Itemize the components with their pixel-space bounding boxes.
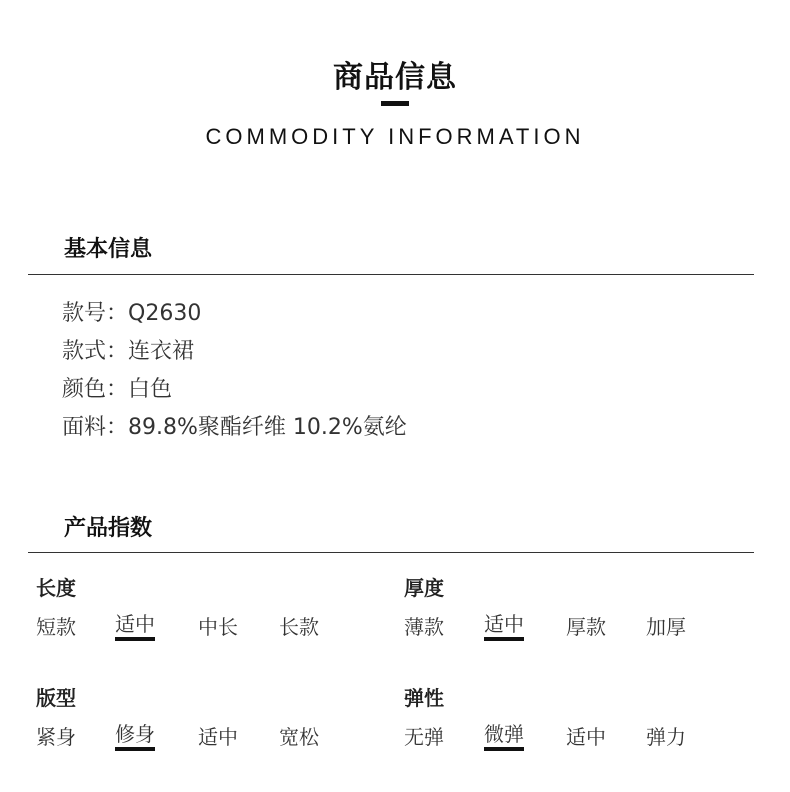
thickness-label: 厚度	[404, 576, 444, 600]
info-value: 连衣裙	[128, 339, 195, 364]
info-line-style	[62, 334, 194, 365]
fit-option-regular: 适中	[198, 725, 238, 749]
basic-info-heading: 基本信息	[64, 237, 153, 262]
elasticity-label: 弹性	[404, 686, 444, 710]
product-index-divider	[28, 552, 754, 553]
fit-option-slim-selected: 修身	[115, 721, 155, 751]
fit-option-loose: 宽松	[279, 725, 319, 749]
info-value: 白色	[128, 377, 173, 402]
info-label: 面料：	[62, 415, 129, 440]
thickness-option-thick: 厚款	[566, 615, 606, 639]
title-divider-bar	[381, 101, 409, 106]
elasticity-option-slight-selected: 微弹	[484, 721, 524, 751]
fit-label: 版型	[36, 686, 76, 710]
page-title: 商品信息	[333, 60, 457, 95]
product-index-heading: 产品指数	[64, 516, 153, 541]
fit-option-tight: 紧身	[36, 725, 76, 749]
length-option-medium-selected: 适中	[115, 611, 155, 641]
elasticity-option-none: 无弹	[404, 725, 444, 749]
info-line-style-number	[62, 296, 201, 327]
basic-info-divider	[28, 274, 754, 275]
length-option-short: 短款	[36, 615, 76, 639]
elasticity-option-medium: 适中	[566, 725, 606, 749]
length-option-long: 长款	[279, 615, 319, 639]
info-label: 款号：	[62, 301, 129, 326]
thickness-option-extra-thick: 加厚	[646, 615, 686, 639]
info-line-fabric	[62, 410, 407, 441]
thickness-option-thin: 薄款	[404, 615, 444, 639]
info-line-color	[62, 372, 172, 403]
page-subtitle: COMMODITY INFORMATION	[205, 124, 585, 149]
length-option-midlength: 中长	[198, 615, 238, 639]
thickness-option-medium-selected: 适中	[484, 611, 524, 641]
info-value: Q2630	[128, 301, 202, 326]
info-value: 89.8%聚酯纤维 10.2%氨纶	[128, 415, 407, 440]
info-label: 款式：	[62, 339, 129, 364]
length-label: 长度	[36, 576, 76, 600]
info-label: 颜色：	[62, 377, 129, 402]
elasticity-option-stretch: 弹力	[646, 725, 686, 749]
